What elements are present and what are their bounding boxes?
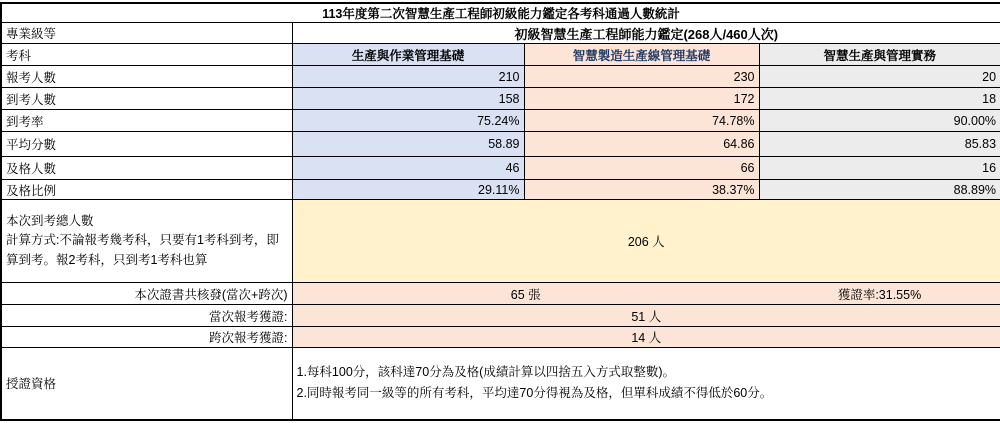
attendance-rate-label: 到考率	[1, 110, 292, 132]
pass-rate-row	[1, 180, 1000, 200]
attendance-rate-row	[1, 110, 1000, 132]
subjects-label: 考科	[1, 44, 292, 66]
certificates-count: 65 張	[292, 283, 759, 305]
qualification-row	[1, 348, 1000, 420]
statistics-table	[0, 2, 1000, 421]
registered-count-subject3: 20	[759, 66, 1000, 88]
cross-session-row	[1, 327, 1000, 348]
attendance-total-label	[1, 200, 292, 283]
average-score-label: 平均分數	[1, 132, 292, 157]
average-score-subject1: 58.89	[292, 132, 524, 157]
pass-rate-subject1: 29.11%	[292, 180, 524, 200]
average-score-subject3: 85.83	[759, 132, 1000, 157]
attendance-total-value: 206 人	[292, 200, 1000, 283]
attendance-total-row	[1, 200, 1000, 283]
certification-rate: 獲證率:31.55%	[759, 283, 1000, 305]
attended-count-subject1: 158	[292, 88, 524, 110]
registered-count-label: 報考人數	[1, 66, 292, 88]
attendance-rate-subject2: 74.78%	[524, 110, 759, 132]
current-session-row	[1, 305, 1000, 327]
subject2-header: 智慧製造生產線管理基礎	[524, 44, 759, 66]
pass-rate-subject2: 38.37%	[524, 180, 759, 200]
cross-session-label: 跨次報考獲證:	[1, 327, 292, 348]
qualification-rule-1: 1.每科100分，該科達70分為及格(成績計算以四捨五入方式取整數)。	[296, 365, 676, 380]
passed-count-subject2: 66	[524, 157, 759, 180]
attendance-total-label-line2: 計算方式:不論報考幾考科，只要有1考科到考，即算到考。報2考科，只到考1考科也算	[6, 233, 279, 267]
certificates-label: 本次證書共核發(當次+跨次)	[1, 283, 292, 305]
attended-count-label: 到考人數	[1, 88, 292, 110]
level-label: 專業級等	[1, 23, 292, 44]
attended-count-subject2: 172	[524, 88, 759, 110]
passed-count-subject1: 46	[292, 157, 524, 180]
qualification-rule-2: 2.同時報考同一級等的所有考科，平均達70分得視為及格，但單科成績不得低於60分。	[296, 386, 773, 401]
average-score-subject2: 64.86	[524, 132, 759, 157]
pass-rate-label: 及格比例	[1, 180, 292, 200]
average-score-row	[1, 132, 1000, 157]
qualification-label: 授證資格	[1, 348, 292, 420]
registered-count-subject1: 210	[292, 66, 524, 88]
attendance-rate-subject1: 75.24%	[292, 110, 524, 132]
subject3-header: 智慧生產與管理實務	[759, 44, 1000, 66]
page-title: 113年度第二次智慧生產工程師初級能力鑑定各考科通過人數統計	[1, 3, 1000, 23]
level-value: 初級智慧生產工程師能力鑑定(268人/460人次)	[292, 23, 1000, 44]
level-row	[1, 23, 1000, 44]
subjects-header-row	[1, 44, 1000, 66]
attended-count-row	[1, 88, 1000, 110]
pass-rate-subject3: 88.89%	[759, 180, 1000, 200]
subject1-header: 生產與作業管理基礎	[292, 44, 524, 66]
registered-count-subject2: 230	[524, 66, 759, 88]
qualification-rules	[292, 348, 1000, 420]
attendance-total-label-line1: 本次到考總人數	[6, 213, 94, 228]
passed-count-row	[1, 157, 1000, 180]
current-session-value: 51 人	[292, 305, 1000, 327]
attendance-rate-subject3: 90.00%	[759, 110, 1000, 132]
certificates-row	[1, 283, 1000, 305]
passed-count-subject3: 16	[759, 157, 1000, 180]
cross-session-value: 14 人	[292, 327, 1000, 348]
attended-count-subject3: 18	[759, 88, 1000, 110]
current-session-label: 當次報考獲證:	[1, 305, 292, 327]
title-row	[1, 3, 1000, 23]
passed-count-label: 及格人數	[1, 157, 292, 180]
registered-count-row	[1, 66, 1000, 88]
